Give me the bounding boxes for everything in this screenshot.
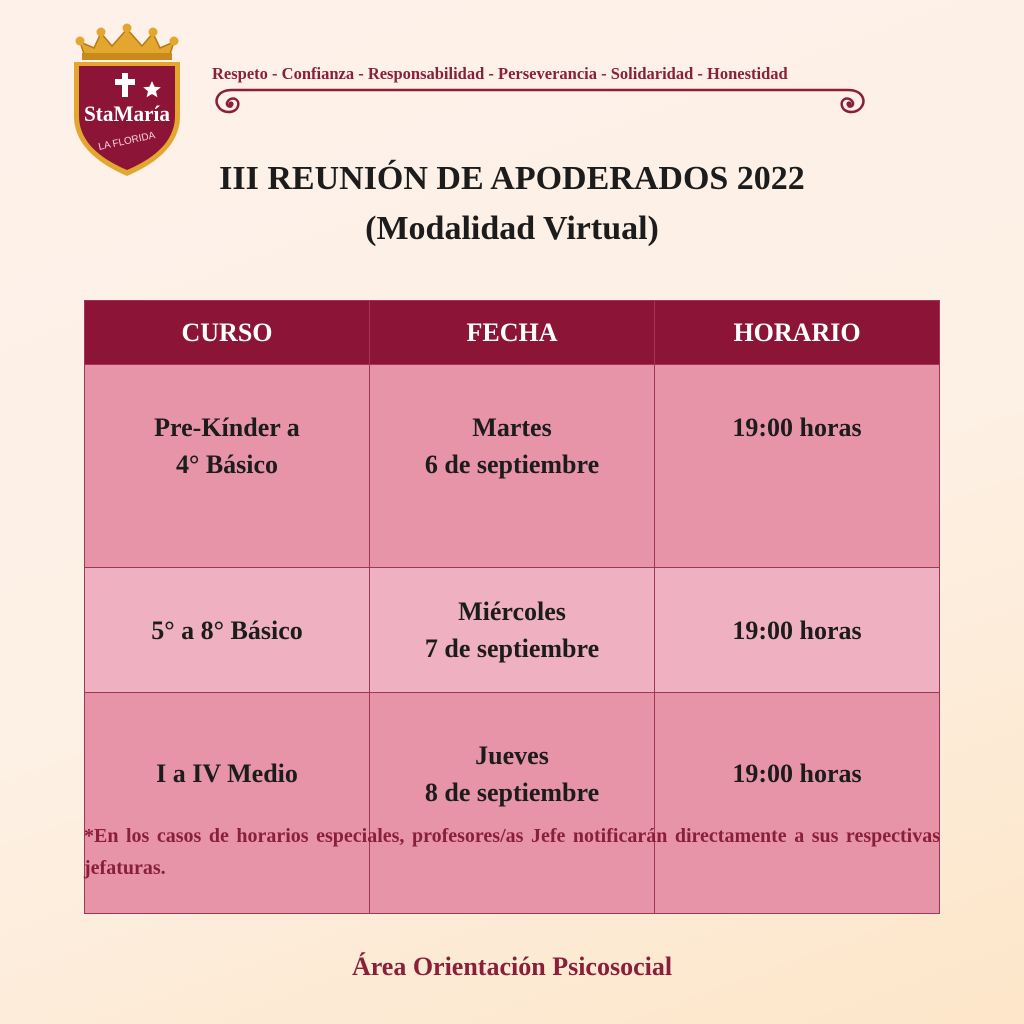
cell-text: Martes	[472, 413, 552, 442]
cell-text: 6 de septiembre	[424, 450, 600, 479]
footer-department: Área Orientación Psicosocial	[351, 952, 673, 981]
logo-subtitle: LA FLORIDA	[97, 130, 157, 153]
column-header-curso: CURSO	[85, 301, 370, 365]
cell-horario: 19:00 horas	[655, 365, 940, 568]
table-row	[85, 568, 940, 693]
cell-text: I a IV Medio	[156, 759, 298, 788]
page-subtitle: (Modalidad Virtual)	[365, 210, 659, 247]
cell-horario: 19:00 horas	[655, 693, 940, 914]
logo-name: StaMaría	[84, 101, 170, 126]
column-header-fecha: FECHA	[370, 301, 655, 365]
cell-curso	[85, 365, 370, 568]
footnote: *En los casos de horarios especiales, profesores/as Jefe notificarán directamente a sus respectivas jefaturas.	[84, 825, 940, 879]
values-line: Respeto - Confianza - Responsabilidad - Perseverancia - Solidaridad - Honestidad	[212, 64, 788, 83]
scroll-ornament	[212, 84, 868, 124]
cell-text: 7 de septiembre	[424, 634, 600, 663]
table-row	[85, 365, 940, 568]
cell-text: 4° Básico	[175, 450, 279, 479]
cell-curso	[85, 568, 370, 693]
cell-horario: 19:00 horas	[655, 568, 940, 693]
page-title: III REUNIÓN DE APODERADOS 2022	[219, 160, 805, 197]
table-header-row	[85, 301, 940, 365]
crest-logo	[70, 20, 184, 178]
cell-text: 8 de septiembre	[424, 778, 600, 807]
cell-text: Miércoles	[458, 597, 566, 626]
cell-text: Pre-Kínder a	[154, 413, 300, 442]
column-header-horario: HORARIO	[655, 301, 940, 365]
cell-text: Jueves	[475, 741, 549, 770]
cell-fecha	[370, 365, 655, 568]
cell-text: 5° a 8° Básico	[151, 615, 303, 645]
cell-fecha	[370, 568, 655, 693]
